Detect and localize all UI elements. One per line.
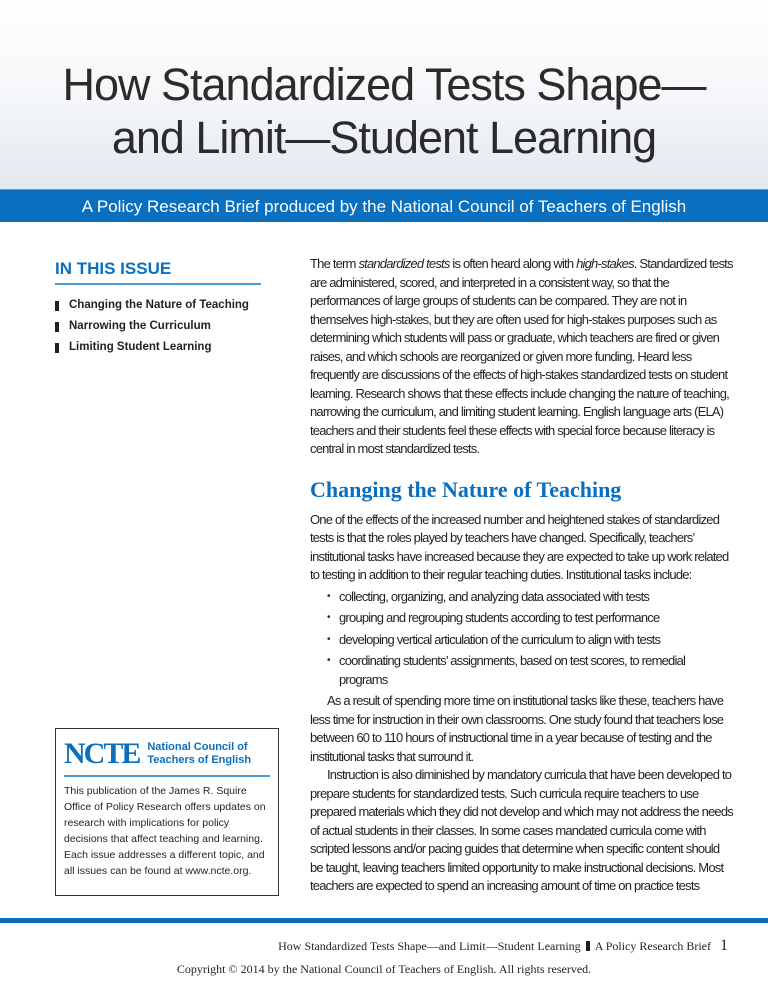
- issue-list: [55, 295, 261, 358]
- series-name: A Policy Research Brief: [594, 938, 711, 953]
- issue-item-label: Limiting Student Learning: [69, 341, 212, 353]
- section-paragraph: One of the effects of the increased number and heightened stakes of standardized tests is that the roles played by teachers have changed. Specifically, teachers’ institutional tasks have increased because they are expected to take up work related to testing in addition to their regular teaching duties. Institutional tasks include:: [310, 511, 729, 582]
- title-line-2: and Limit—Student Learning: [111, 112, 657, 163]
- issue-item-label: Narrowing the Curriculum: [69, 320, 211, 332]
- emphasis: standardized tests: [358, 256, 450, 271]
- copyright: Copyright © 2014 by the National Council of Teachers of English. All rights reserved.: [176, 962, 592, 976]
- issue-item: [55, 337, 261, 358]
- logo-name-line-2: Teachers of English: [147, 754, 252, 766]
- footer-rule: [0, 918, 768, 923]
- separator-bar-icon: [586, 941, 590, 951]
- in-this-issue-heading: IN THIS ISSUE: [55, 259, 261, 285]
- bullet-bar-icon: [55, 343, 59, 353]
- intro-paragraph: [310, 255, 734, 459]
- running-title: How Standardized Tests Shape—and Limit—Student Learning: [278, 938, 581, 953]
- text: The term: [310, 256, 359, 271]
- issue-item: [55, 295, 261, 316]
- section-paragraph: Instruction is also diminished by mandatory curricula that have been developed to prepare students for standardized tests. Such curricula require teachers to use prepared materials which they did not develop and which may not address the needs of actual students in their classes. In some cases mandated curricula come with scripted lessons and/or pacing guides that determine when specific content should be taught, leaving teachers limited opportunity to make instructional decisions. Most teachers are expected to spend an increasing amount of time on practice tests: [310, 767, 733, 893]
- list-item: • coordinating students’ assignments, based on test scores, to remedial programs: [327, 652, 734, 689]
- task-list: [327, 588, 734, 690]
- sidebar: [55, 259, 261, 358]
- about-text: This publication of the James R. Squire Office of Policy Research offers updates on research with implications for policy decisions that affect teaching and learning. Each issue addresses a different topic, and all issues can be found at www.ncte.org.: [64, 785, 266, 877]
- main-content: [310, 255, 734, 896]
- page-title: [0, 58, 768, 164]
- ncte-logo-name: [147, 741, 251, 767]
- header: [0, 0, 768, 189]
- list-item: • grouping and regrouping students according to test performance: [327, 609, 734, 628]
- logo-name-line-1: National Council of: [147, 741, 248, 753]
- text: . Standardized tests are administered, scored, and interpreted in a consistent way, so that the performances of large groups of students can be compared. They are not in themselves high-stakes, but they are often used for high-stakes purposes such as determining which students will pass or graduate, which teachers are fired or given raises, and which schools are reorganized or given more funding. Heard less frequently are discussions of the effects of high-stakes standardized tests on student learning. Research shows that these effects include changing the nature of teaching, narrowing the curriculum, and limiting student learning. English language arts (ELA) teachers and their students feel these effects with special force because literacy is central in most standardized tests.: [310, 256, 733, 456]
- section-heading: Changing the Nature of Teaching: [310, 476, 622, 502]
- page-number: 1: [720, 937, 728, 954]
- bullet-bar-icon: [55, 322, 59, 332]
- title-line-1: How Standardized Tests Shape—: [62, 59, 706, 110]
- subtitle-banner: A Policy Research Brief produced by the National Council of Teachers of English: [0, 189, 768, 222]
- running-footer: [278, 937, 728, 955]
- section-paragraph: As a result of spending more time on institutional tasks like these, teachers have less time for instruction in their own classrooms. One study found that teachers lose between 60 to 110 hours of instructional time in a year because of testing and the institutional tasks that surround it.: [310, 693, 724, 764]
- issue-item-label: Changing the Nature of Teaching: [69, 299, 249, 311]
- emphasis: high-stakes: [576, 256, 634, 271]
- text: is often heard along with: [449, 256, 577, 271]
- list-item: • collecting, organizing, and analyzing data associated with tests: [327, 588, 734, 607]
- bullet-bar-icon: [55, 301, 59, 311]
- ncte-logo: [64, 739, 270, 777]
- ncte-logo-mark: NCTE: [64, 737, 140, 770]
- issue-item: [55, 316, 261, 337]
- about-box: [55, 728, 279, 896]
- list-item: • developing vertical articulation of the curriculum to align with tests: [327, 631, 734, 650]
